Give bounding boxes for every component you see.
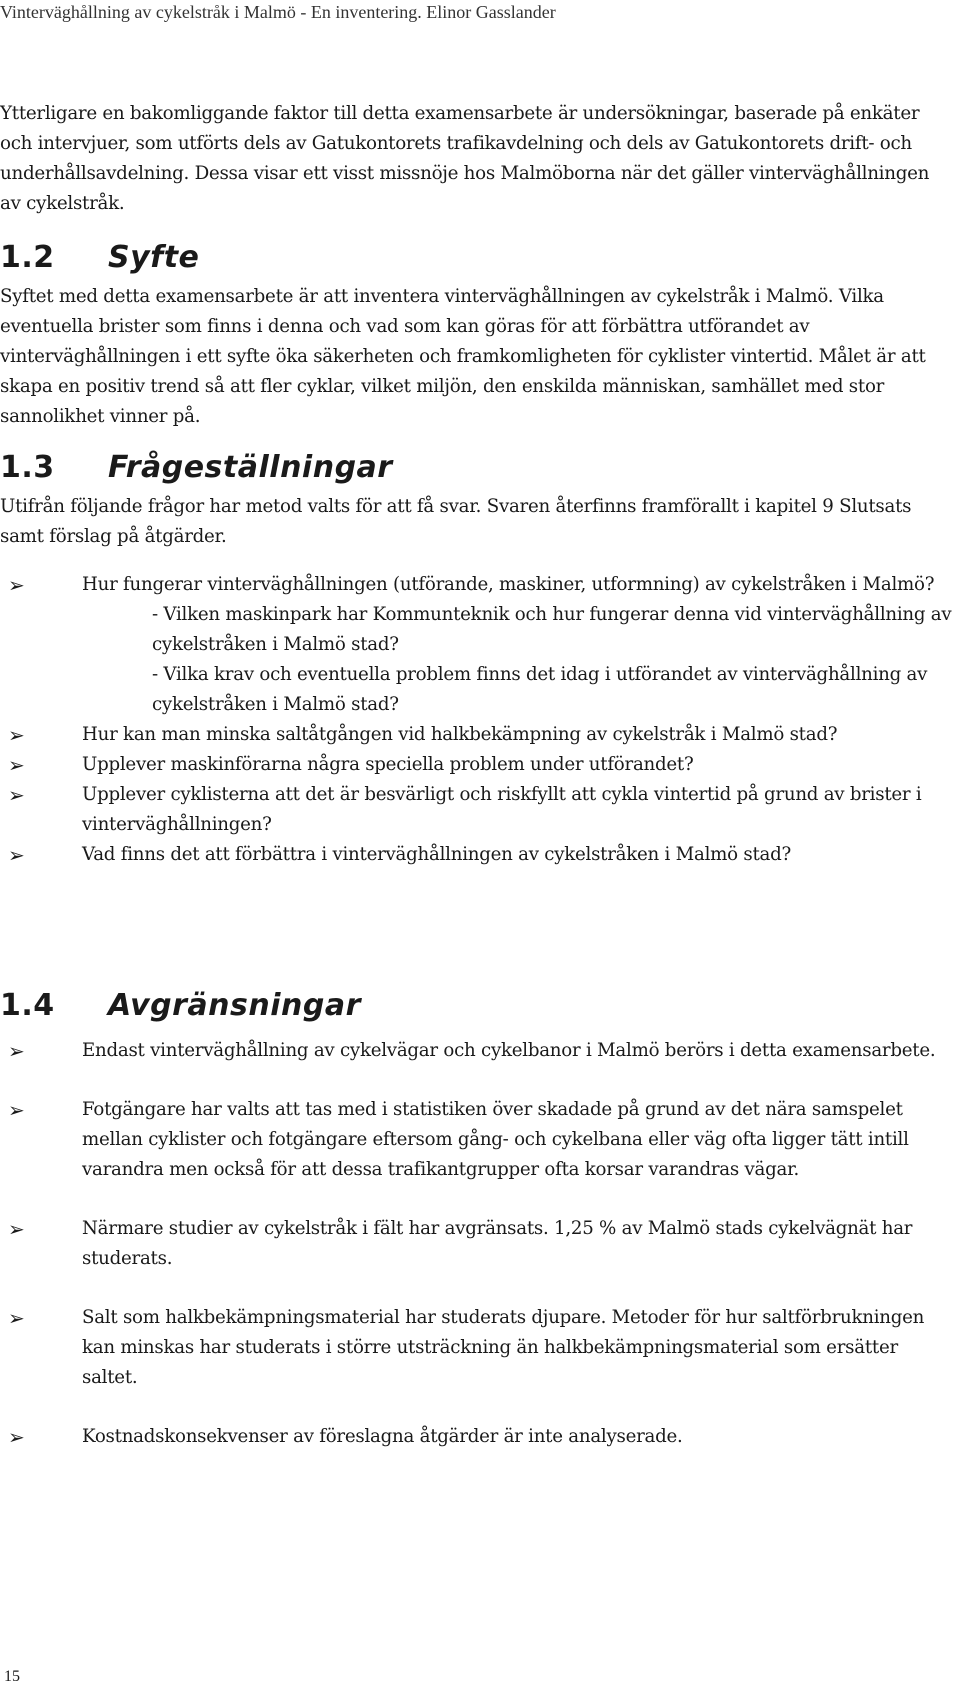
section-number: 1.3 (0, 450, 55, 485)
section-heading-fragestallningar (0, 450, 393, 486)
page-number: 15 (4, 1668, 20, 1685)
syfte-paragraph: Syftet med detta examensarbete är att inventera vinterväghållningen av cykelstråk i Malmö. Vilka eventuella brister som finns i denna och vad som kan göras för att förbättra utförandet av vinterväghållningen i ett syfte öka säkerheten och framkomligheten för cyklister vintertid. Målet är att skapa en positiv trend så att fler cyklar, vilket miljön, den enskilda människan, samhället med stor sannolikhet vinner på. (0, 286, 926, 427)
list-item (0, 1036, 955, 1066)
section-title: Frågeställningar (108, 450, 393, 485)
list-subitem: - Vilka krav och eventuella problem finns det idag i utförandet av vinterväghållning av cykelstråken i Malmö stad? (152, 664, 928, 715)
section-number: 1.2 (0, 240, 55, 275)
list-item-text: Endast vinterväghållning av cykelvägar och cykelbanor i Malmö berörs i detta examensarbete. (82, 1040, 936, 1061)
list-subitem: - Vilken maskinpark har Kommunteknik och hur fungerar denna vid vinterväghållning av cykelstråken i Malmö stad? (152, 604, 952, 655)
arrowhead-bullet-icon: ➢ (8, 753, 25, 777)
arrowhead-bullet-icon: ➢ (8, 1217, 25, 1241)
arrowhead-bullet-icon: ➢ (8, 723, 25, 747)
list-item-text: Upplever cyklisterna att det är besvärligt och riskfyllt att cykla vintertid på grund av brister i vinterväghållningen? (82, 784, 922, 835)
list-item-text: Hur kan man minska saltåtgången vid halkbekämpning av cykelstråk i Malmö stad? (82, 724, 838, 745)
section-title: Syfte (108, 240, 200, 275)
arrowhead-bullet-icon: ➢ (8, 573, 25, 597)
arrowhead-bullet-icon: ➢ (8, 1306, 25, 1330)
section-number: 1.4 (0, 988, 55, 1023)
list-item (0, 570, 955, 720)
arrowhead-bullet-icon: ➢ (8, 1098, 25, 1122)
section-heading-syfte (0, 240, 199, 276)
list-item (0, 1095, 955, 1185)
intro-paragraph: Ytterligare en bakomliggande faktor till detta examensarbete är undersökningar, baserade på enkäter och intervjuer, som utförts dels av Gatukontorets trafikavdelning och dels av Gatukontorets drift- och underhållsavdelning. Dessa visar ett visst missnöje hos Malmöborna när det gäller vinterväghållningen av cykelstråk. (0, 103, 930, 214)
list-item-text: Salt som halkbekämpningsmaterial har studerats djupare. Metoder för hur saltförbrukningen kan minskas har studerats i större utsträckning än halkbekämpningsmaterial som ersätter saltet. (82, 1307, 925, 1388)
running-header: Vinterväghållning av cykelstråk i Malmö - En inventering. Elinor Gasslander (0, 2, 556, 22)
list-item (0, 840, 955, 870)
list-item-text: Hur fungerar vinterväghållningen (utförande, maskiner, utformning) av cykelstråken i Malmö? (82, 574, 935, 595)
section-heading-avgransningar (0, 988, 361, 1024)
arrowhead-bullet-icon: ➢ (8, 1425, 25, 1449)
delimitation-list (0, 1036, 955, 1452)
list-item-text: Kostnadskonsekvenser av föreslagna åtgärder är inte analyserade. (82, 1426, 683, 1447)
arrowhead-bullet-icon: ➢ (8, 783, 25, 807)
arrowhead-bullet-icon: ➢ (8, 843, 25, 867)
list-item (0, 780, 955, 840)
list-item (0, 750, 955, 780)
list-item-text: Närmare studier av cykelstråk i fält har avgränsats. 1,25 % av Malmö stads cykelvägnät har studerats. (82, 1218, 913, 1269)
list-item-text: Fotgängare har valts att tas med i statistiken över skadade på grund av det nära samspelet mellan cyklister och fotgängare eftersom gång- och cykelbana eller väg ofta ligger tätt intill varandra men också för att dessa trafikantgrupper ofta korsar varandras vägar. (82, 1099, 909, 1180)
list-item (0, 1303, 955, 1393)
list-item-text: Vad finns det att förbättra i vinterväghållningen av cykelstråken i Malmö stad? (82, 844, 792, 865)
list-item (0, 1214, 955, 1274)
list-item-text: Upplever maskinförarna några speciella problem under utförandet? (82, 754, 694, 775)
list-item (0, 1422, 955, 1452)
list-item (0, 720, 955, 750)
arrowhead-bullet-icon: ➢ (8, 1039, 25, 1063)
question-list (0, 570, 955, 870)
section-title: Avgränsningar (108, 988, 361, 1023)
fragestallningar-paragraph: Utifrån följande frågor har metod valts för att få svar. Svaren återfinns framförallt i kapitel 9 Slutsats samt förslag på åtgärder. (0, 496, 912, 547)
